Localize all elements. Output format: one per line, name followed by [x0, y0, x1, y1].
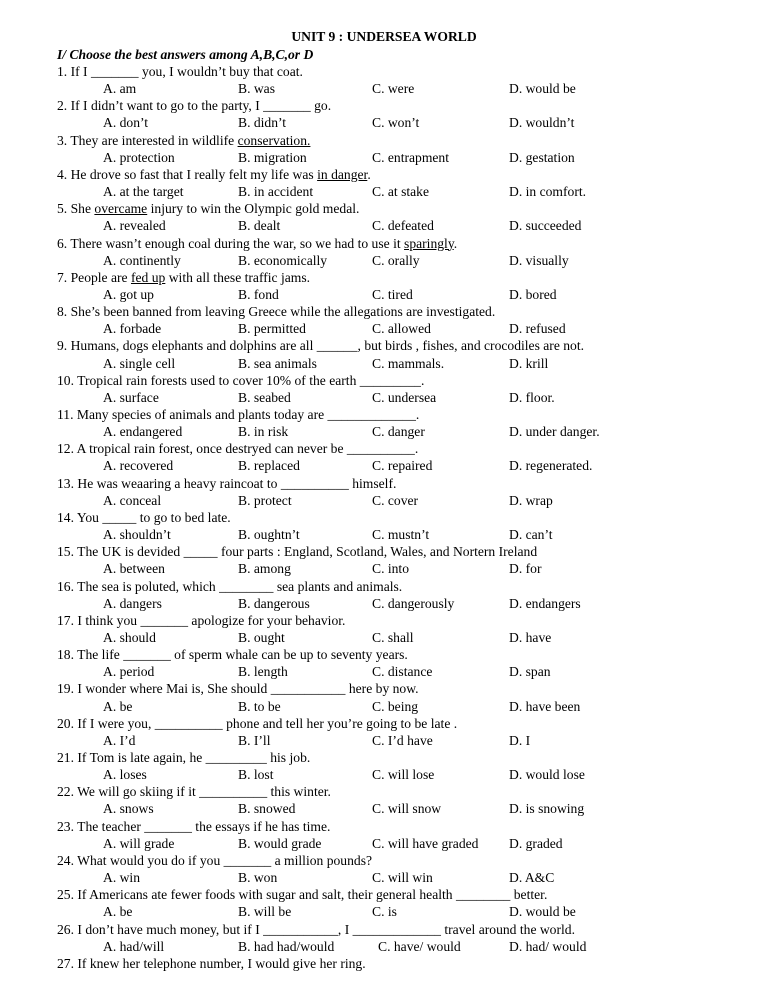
answer-option-d[interactable]: D. in comfort. — [509, 184, 587, 200]
answer-option-a[interactable]: A. had/will — [103, 938, 165, 954]
answer-option-a[interactable]: A. surface — [103, 389, 159, 405]
answer-option-a[interactable]: A. be — [103, 904, 133, 920]
answer-option-a[interactable]: A. should — [103, 629, 156, 645]
answer-option-b[interactable]: B. in accident — [238, 184, 314, 200]
answer-option-c[interactable]: C. have/ would — [378, 938, 461, 954]
question-9 — [57, 338, 584, 354]
answer-option-c[interactable]: C. won’t — [372, 115, 420, 131]
question-text: 5. She — [57, 201, 95, 217]
question-10 — [57, 373, 424, 389]
answer-option-c[interactable]: C. allowed — [372, 321, 431, 337]
answer-option-b[interactable]: B. length — [238, 664, 288, 680]
answer-option-d[interactable]: D. endangers — [509, 595, 581, 611]
question-6 — [57, 236, 457, 252]
answer-option-d[interactable]: D. visually — [509, 252, 569, 268]
question-text: 25. If Americans ate fewer foods with sugar and salt, their general health ________ better. — [57, 887, 548, 903]
question-text: 21. If Tom is late again, he _________ his job. — [57, 750, 311, 765]
answer-option-b[interactable]: B. replaced — [238, 458, 300, 474]
answer-option-b[interactable]: B. will be — [238, 904, 292, 920]
answer-option-a[interactable]: A. got up — [103, 286, 154, 302]
question-text: 10. Tropical rain forests used to cover 10% of the earth _________. — [57, 372, 425, 388]
answer-option-b[interactable]: B. won — [238, 870, 278, 886]
answer-option-d[interactable]: D. under danger. — [509, 424, 600, 440]
answer-option-b[interactable]: B. to be — [238, 698, 281, 714]
section-heading: I/ Choose the best answers among A,B,C,or D — [57, 47, 314, 62]
answer-option-d[interactable]: D. I — [509, 732, 531, 748]
question-14 — [57, 510, 231, 526]
answer-option-c[interactable]: C. mammals. — [372, 355, 445, 371]
question-text: 19. I wonder where Mai is, She should ___________ here by now. — [57, 681, 419, 697]
question-19 — [57, 681, 419, 697]
answer-option-a[interactable]: A. period — [103, 664, 155, 680]
answer-option-b[interactable]: B. protect — [238, 492, 292, 508]
question-2 — [57, 98, 331, 114]
answer-option-c[interactable]: C. defeated — [372, 218, 434, 234]
answer-option-d[interactable]: D. floor. — [509, 389, 555, 405]
answer-option-d[interactable]: D. regenerated. — [509, 458, 593, 474]
question-5 — [57, 201, 359, 217]
question-text: 26. I don’t have much money, but if I ___________, I _____________ travel around the world. — [57, 921, 575, 937]
answer-option-c[interactable]: C. dangerously — [372, 595, 455, 611]
question-text: 20. If I were you, __________ phone and tell her you’re going to be late . — [57, 715, 458, 731]
answer-option-c[interactable]: C. cover — [372, 492, 419, 508]
question-26 — [57, 922, 575, 938]
answer-option-b[interactable]: B. dangerous — [238, 595, 310, 611]
answer-option-b[interactable]: B. seabed — [238, 389, 291, 405]
answer-option-c[interactable]: C. entrapment — [372, 149, 450, 165]
answer-option-a[interactable]: A. win — [103, 870, 141, 886]
question-text: 14. You _____ to go to bed late. — [57, 509, 231, 525]
question-text: 23. The teacher _______ the essays if he has time. — [57, 818, 331, 834]
answer-option-b[interactable]: B. snowed — [238, 801, 296, 817]
answer-option-d[interactable]: D. would be — [509, 904, 576, 920]
question-text-tail: . — [453, 235, 458, 251]
question-text: 8. She’s been banned from leaving Greece while the allegations are investigated. — [57, 304, 496, 320]
answer-option-d[interactable]: D. for — [509, 561, 542, 577]
answer-option-c[interactable]: C. being — [372, 698, 419, 714]
answer-option-d[interactable]: D. bored — [509, 286, 557, 302]
question-text: 6. There wasn’t enough coal during the war, so we had to use it — [57, 235, 405, 251]
underlined-term: fed up — [130, 269, 166, 285]
underlined-term: conservation. — [237, 132, 311, 148]
answer-option-b[interactable]: B. had had/would — [238, 938, 335, 954]
answer-option-a[interactable]: A. am — [103, 81, 137, 97]
answer-option-d[interactable]: D. had/ would — [509, 938, 587, 954]
question-text: 22. We will go skiing if it __________ this winter. — [57, 784, 331, 800]
question-1 — [57, 64, 303, 80]
answer-option-d[interactable]: D. have been — [509, 698, 581, 714]
answer-option-c[interactable]: C. is — [372, 904, 397, 920]
question-text-tail: . — [367, 166, 371, 182]
answer-option-d[interactable]: D. have — [509, 629, 552, 645]
underlined-term: in danger — [317, 166, 368, 182]
answer-option-c[interactable]: C. at stake — [372, 184, 430, 200]
answer-option-a[interactable]: A. continently — [103, 252, 181, 268]
underlined-term: overcame — [94, 201, 148, 217]
answer-option-c[interactable]: C. will snow — [372, 801, 442, 817]
answer-option-d[interactable]: D. succeeded — [509, 218, 582, 234]
question-18 — [57, 647, 408, 663]
answer-option-a[interactable]: A. shouldn’t — [103, 527, 171, 543]
answer-option-a[interactable]: A. single cell — [103, 355, 176, 371]
answer-option-b[interactable]: B. oughtn’t — [238, 527, 300, 543]
question-24 — [57, 853, 372, 869]
question-3 — [57, 133, 310, 149]
answer-option-c[interactable]: C. I’d have — [372, 732, 433, 748]
question-17 — [57, 613, 345, 629]
question-7 — [57, 270, 310, 286]
answer-option-c[interactable]: C. will have graded — [372, 835, 479, 851]
answer-option-b[interactable]: B. lost — [238, 767, 274, 783]
question-text-tail: with all these traffic jams. — [165, 269, 311, 285]
question-27 — [57, 956, 366, 972]
answer-option-a[interactable]: A. conceal — [103, 492, 162, 508]
answer-option-a[interactable]: A. recovered — [103, 458, 174, 474]
answer-option-c[interactable]: C. tired — [372, 286, 413, 302]
answer-option-a[interactable]: A. loses — [103, 767, 147, 783]
answer-option-b[interactable]: B. economically — [238, 252, 328, 268]
answer-option-c[interactable]: C. orally — [372, 252, 420, 268]
answer-option-c[interactable]: C. will win — [372, 870, 433, 886]
answer-option-d[interactable]: D. span — [509, 664, 551, 680]
answer-option-a[interactable]: A. between — [103, 561, 165, 577]
answer-option-b[interactable]: B. would grade — [238, 835, 322, 851]
answer-option-d[interactable]: D. wouldn’t — [509, 115, 575, 131]
answer-option-a[interactable]: A. will grade — [103, 835, 175, 851]
answer-option-d[interactable]: D. gestation — [509, 149, 575, 165]
answer-option-d[interactable]: D. wrap — [509, 492, 553, 508]
page-title: UNIT 9 : UNDERSEA WORLD — [291, 29, 477, 44]
question-text: 13. He was weaaring a heavy raincoat to __________ himself. — [57, 475, 397, 491]
answer-option-d[interactable]: D. would be — [509, 81, 576, 97]
question-text: 4. He drove so fast that I really felt my life was — [57, 166, 318, 182]
question-text: 11. Many species of animals and plants today are _____________. — [57, 407, 420, 422]
question-13 — [57, 476, 396, 492]
answer-option-d[interactable]: D. is snowing — [509, 801, 585, 817]
answer-option-c[interactable]: C. shall — [372, 629, 414, 645]
answer-option-c[interactable]: C. distance — [372, 664, 433, 680]
question-16 — [57, 579, 402, 595]
answer-option-b[interactable]: B. ought — [238, 629, 285, 645]
answer-option-c[interactable]: C. into — [372, 561, 410, 577]
answer-option-b[interactable]: B. didn’t — [238, 115, 287, 131]
question-21 — [57, 750, 310, 766]
question-text: 24. What would you do if you _______ a million pounds? — [57, 852, 373, 868]
answer-option-b[interactable]: B. migration — [238, 149, 307, 165]
answer-option-d[interactable]: D. graded — [509, 835, 563, 851]
answer-option-b[interactable]: B. fond — [238, 286, 279, 302]
answer-option-d[interactable]: D. refused — [509, 321, 566, 337]
answer-option-a[interactable]: A. forbade — [103, 321, 162, 337]
question-25 — [57, 887, 547, 903]
question-text: 2. If I didn’t want to go to the party, I _______ go. — [57, 98, 332, 114]
answer-option-c[interactable]: C. will lose — [372, 767, 435, 783]
question-text: 7. People are — [57, 269, 131, 285]
question-text: 3. They are interested in wildlife — [57, 132, 238, 148]
answer-option-a[interactable]: A. revealed — [103, 218, 166, 234]
answer-option-a[interactable]: A. endangered — [103, 424, 183, 440]
answer-option-a[interactable]: A. at the target — [103, 184, 184, 200]
answer-option-b[interactable]: B. among — [238, 561, 291, 577]
answer-option-b[interactable]: B. was — [238, 81, 276, 97]
answer-option-b[interactable]: B. I’ll — [238, 732, 271, 748]
answer-option-b[interactable]: B. sea animals — [238, 355, 317, 371]
answer-option-a[interactable]: A. snows — [103, 801, 154, 817]
answer-option-d[interactable]: D. A&C — [509, 870, 555, 886]
answer-option-c[interactable]: C. repaired — [372, 458, 433, 474]
answer-option-a[interactable]: A. I’d — [103, 732, 136, 748]
question-22 — [57, 784, 331, 800]
answer-option-a[interactable]: A. protection — [103, 149, 175, 165]
question-20 — [57, 716, 457, 732]
question-text: 1. If I _______ you, I wouldn’t buy that coat. — [57, 64, 303, 79]
answer-option-b[interactable]: B. in risk — [238, 424, 289, 440]
question-4 — [57, 167, 371, 183]
answer-option-c[interactable]: C. danger — [372, 424, 425, 440]
question-text: 12. A tropical rain forest, once destryed can never be __________. — [57, 441, 419, 457]
question-text-tail: injury to win the Olympic gold medal. — [147, 201, 360, 217]
question-text: 18. The life _______ of sperm whale can be up to seventy years. — [57, 647, 408, 663]
answer-option-d[interactable]: D. krill — [509, 355, 549, 371]
question-8 — [57, 304, 495, 320]
answer-option-c[interactable]: C. mustn’t — [372, 527, 430, 543]
answer-option-d[interactable]: D. would lose — [509, 767, 585, 783]
question-text: 27. If knew her telephone number, I would give her ring. — [57, 955, 366, 971]
question-15 — [57, 544, 537, 560]
question-11 — [57, 407, 419, 423]
question-12 — [57, 441, 418, 457]
question-text: 15. The UK is devided _____ four parts : England, Scotland, Wales, and Nortern Ireland — [57, 544, 538, 560]
answer-option-a[interactable]: A. be — [103, 698, 133, 714]
answer-option-d[interactable]: D. can’t — [509, 527, 553, 543]
answer-option-a[interactable]: A. don’t — [103, 115, 149, 131]
question-text: 9. Humans, dogs elephants and dolphins are all ______, but birds , fishes, and crocodiles are not. — [57, 338, 585, 354]
question-23 — [57, 819, 330, 835]
answer-option-a[interactable]: A. dangers — [103, 595, 162, 611]
question-text: 17. I think you _______ apologize for your behavior. — [57, 612, 346, 628]
answer-option-b[interactable]: B. permitted — [238, 321, 306, 337]
question-text: 16. The sea is poluted, which ________ sea plants and animals. — [57, 578, 403, 594]
answer-option-c[interactable]: C. undersea — [372, 389, 437, 405]
underlined-term: sparingly — [404, 235, 454, 251]
answer-option-b[interactable]: B. dealt — [238, 218, 281, 234]
answer-option-c[interactable]: C. were — [372, 81, 415, 97]
